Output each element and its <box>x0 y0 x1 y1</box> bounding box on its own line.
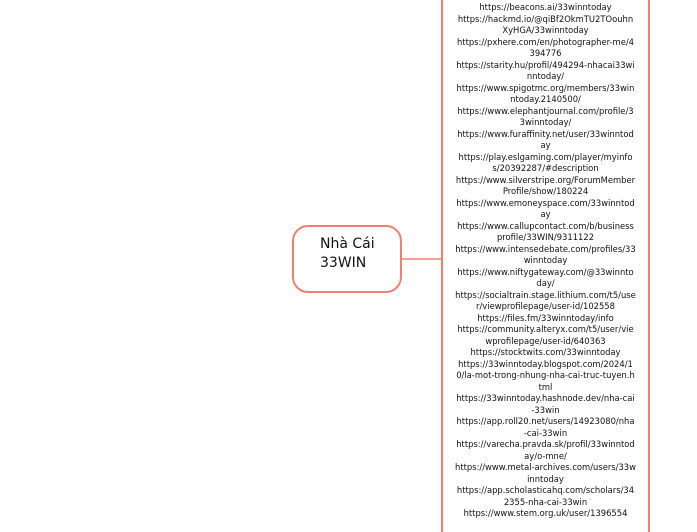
link-item[interactable]: https://www.furaffinity.net/user/33winntoday <box>457 128 634 150</box>
link-item[interactable]: https://www.callupcontact.com/b/businessprofile/33WIN/9311122 <box>457 220 634 242</box>
link-item[interactable]: https://pxhere.com/en/photographer-me/4394776 <box>456 36 635 58</box>
links-topic-node[interactable] <box>441 0 650 532</box>
link-item[interactable]: https://www.metal-archives.com/users/33winntoday <box>455 462 636 484</box>
links-list <box>455 2 636 520</box>
link-item[interactable]: https://www.niftygateway.com/@33winntoday/ <box>457 266 634 288</box>
link-item[interactable]: https://files.fm/33winntoday/info <box>477 312 614 323</box>
central-topic-label: Nhà Cái 33WIN <box>320 236 375 271</box>
link-item[interactable]: https://app.scholasticahq.com/scholars/342355-nha-cai-33win <box>456 485 635 507</box>
central-topic-node[interactable] <box>292 225 402 293</box>
link-item[interactable]: https://www.stem.org.uk/user/1396554 <box>463 508 628 518</box>
link-item[interactable]: https://beacons.ai/33winntoday <box>479 2 612 12</box>
link-item[interactable]: https://starity.hu/profil/494294-nhacai33winntoday/ <box>456 59 635 81</box>
link-item[interactable]: https://33winntoday.blogspot.com/2024/10/la-mot-trong-nhung-nha-cai-truc-tuyen.html <box>456 358 635 392</box>
link-item[interactable]: https://www.intensedebate.com/profiles/33winntoday <box>455 243 636 265</box>
link-item[interactable]: https://app.roll20.net/users/14923080/nha-cai-33win <box>456 416 635 438</box>
link-item[interactable]: https://community.alteryx.com/t5/user/viewprofilepage/user-id/640363 <box>457 324 634 346</box>
link-item[interactable]: https://www.elephantjournal.com/profile/33winntoday/ <box>457 105 634 127</box>
link-item[interactable]: https://www.emoneyspace.com/33winntoday <box>456 197 635 219</box>
link-item[interactable]: https://varecha.pravda.sk/profil/33winntoday/o-mne/ <box>456 439 635 461</box>
link-item[interactable]: https://stocktwits.com/33winntoday <box>470 347 621 357</box>
link-item[interactable]: https://socialtrain.stage.lithium.com/t5/user/viewprofilepage/user-id/102558 <box>455 289 636 311</box>
link-item[interactable]: https://play.eslgaming.com/player/myinfos/20392287/#description <box>458 151 633 173</box>
link-item[interactable]: https://hackmd.io/@qiBf2OkmTU2TOouhnXyHGA/33winntoday <box>457 13 634 35</box>
link-item[interactable]: https://www.silverstripe.org/ForumMemberProfile/show/180224 <box>455 174 636 196</box>
link-item[interactable]: https://www.spigotmc.org/members/33winntoday.2140500/ <box>456 82 635 104</box>
link-item[interactable]: https://33winntoday.hashnode.dev/nha-cai-33win <box>456 393 635 415</box>
